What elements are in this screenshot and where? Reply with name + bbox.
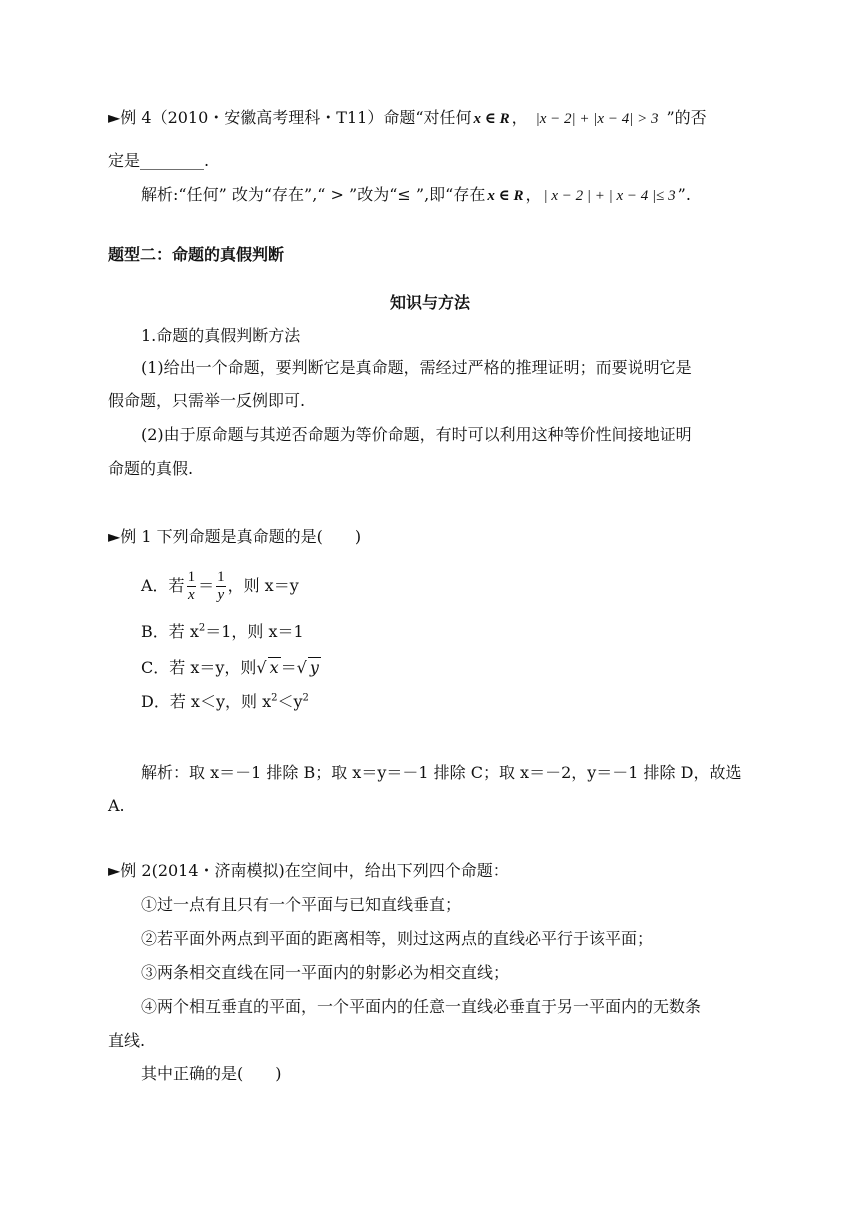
comma: ， [525, 185, 542, 204]
math-x-in-R: x ∈ R [473, 111, 510, 127]
example2-item-4-line1: ④两个相互垂直的平面，一个平面内的任意一直线必垂直于另一平面内的无数条 [141, 997, 702, 1016]
section-title: 题型二：命题的真假判断 [108, 245, 285, 264]
example2-item-1: ①过一点有且只有一个平面与已知直线垂直； [141, 895, 462, 914]
example2-item-2: ②若平面外两点到平面的距离相等，则过这两点的直线必平行于该平面； [141, 929, 654, 948]
example4-analysis [141, 185, 691, 206]
example2-item-4-line2: 直线. [108, 1031, 146, 1050]
example2-item-3: ③两条相交直线在同一平面内的射影必为相交直线； [141, 963, 510, 982]
example4-line2: 定是________. [108, 151, 210, 170]
example2-question: ►例 2(2014・济南模拟)在空间中，给出下列四个命题： [108, 861, 509, 880]
sqrt-radicand: x [269, 658, 279, 677]
comma: ， [511, 108, 528, 127]
option-text: ＜y [277, 692, 303, 711]
example1-question: ►例 1 下列命题是真命题的是( ) [108, 527, 362, 546]
section-subtitle: 知识与方法 [389, 293, 470, 312]
superscript: 2 [302, 692, 309, 704]
example4-line1 [108, 108, 707, 129]
sqrt-radicand: y [309, 658, 319, 677]
sqrt-icon: √ [296, 658, 307, 677]
example2-ask: 其中正确的是( ) [141, 1064, 282, 1083]
option-text: C．若 x＝y，则 [141, 658, 257, 677]
sqrt-icon: √ [256, 658, 267, 677]
numerator: 1 [217, 569, 225, 585]
fraction-1-over-x [187, 569, 197, 604]
superscript: 2 [198, 622, 206, 634]
equals: ＝ [198, 576, 215, 595]
example1-analysis-line1: 解析：取 x＝－1 排除 B；取 x＝y＝－1 排除 C；取 x＝－2，y＝－1 排除 D，故选 [141, 763, 742, 782]
method-p1-line1: (1)给出一个命题，要判断它是真命题，需经过严格的推理证明；而要说明它是 [141, 358, 692, 377]
option-text: B．若 x [141, 622, 199, 641]
option-text: ，则 x＝y [227, 576, 299, 595]
fraction-1-over-y [216, 569, 226, 604]
denominator: x [187, 587, 195, 603]
example1-option-c [141, 657, 321, 678]
math-inequality: | x − 2 | + | x − 4 |≤ 3 [543, 188, 676, 204]
math-inequality: |x − 2| + |x − 4| > 3 [535, 111, 659, 127]
example1-analysis-line2: A. [108, 796, 125, 815]
option-text: ＝1，则 x＝1 [205, 622, 304, 641]
superscript: 2 [271, 692, 278, 704]
example4-text: ►例 4（2010・安徽高考理科・T11）命题“对任何 [108, 108, 472, 127]
method-p1-line2: 假命题，只需举一反例即可. [108, 391, 306, 410]
example1-option-d [141, 692, 309, 712]
analysis-text: 解析:“任何” 改为“存在”,“ > ”改为“≤ ”,即“存在 [141, 185, 486, 204]
example1-option-a [141, 566, 299, 606]
analysis-suffix: ”. [677, 185, 691, 204]
equals: ＝ [280, 658, 297, 677]
method-heading: 1.命题的真假判断方法 [141, 326, 301, 345]
denominator: y [217, 587, 225, 603]
example1-option-b [141, 622, 304, 642]
numerator: 1 [187, 569, 196, 585]
example4-suffix: ”的否 [666, 108, 707, 127]
option-text: D．若 x＜y，则 x [141, 692, 272, 711]
option-label: A．若 [141, 576, 185, 595]
math-x-in-R: x ∈ R [487, 188, 524, 204]
method-p2-line1: (2)由于原命题与其逆否命题为等价命题，有时可以利用这种等价性间接地证明 [141, 425, 692, 444]
method-p2-line2: 命题的真假. [108, 459, 194, 478]
